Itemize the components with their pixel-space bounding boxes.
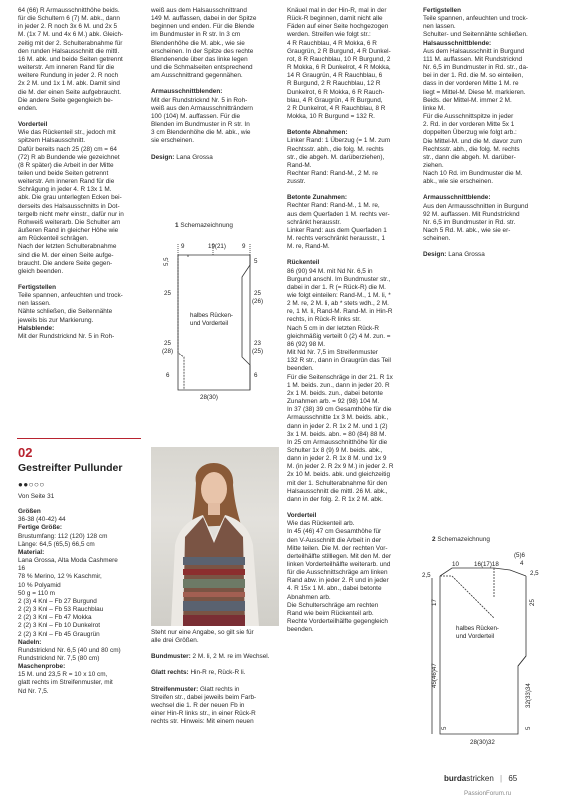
- rueckenteil-line: 2 M. re, 2 M. li, ab * stets wdh., 2 M.: [287, 300, 389, 308]
- text-column-4: [423, 7, 551, 268]
- col1-intro-line: enden.: [18, 104, 38, 112]
- abnahmen-line: Linker Rand: 1 Überzug (= 1 M. zum: [287, 137, 391, 145]
- groessen-text: 36-38 (40-42) 44: [18, 516, 66, 524]
- halsblende-text: Mit der Rundstricknd Nr. 5 in Roh-: [18, 332, 115, 340]
- maschenprobe-text: [18, 671, 140, 695]
- nadeln-heading: Nadeln:: [18, 638, 42, 646]
- d2-left-small: 5: [441, 726, 448, 730]
- halsblende-heading: Halsblende:: [18, 324, 55, 332]
- bund-label: Bundmuster:: [151, 653, 191, 661]
- fertigstellen-heading: Fertigstellen: [18, 284, 56, 291]
- rueckenteil-line: 2x 1 M. beids. zun., dabei betonte: [287, 389, 383, 397]
- hals-line: 2. Rd. in der vorderen Mitte 5x 1: [423, 121, 515, 129]
- d1-right3: 23: [254, 340, 261, 347]
- photo-caption: [151, 629, 279, 645]
- rueckenteil-line: 1 M. beids. zun., dann in jeder 20. R: [287, 381, 390, 389]
- d1-top3: 9: [242, 243, 246, 250]
- zunahmen-line: aus dem Querfaden 1 M. rechts ver-: [287, 210, 390, 218]
- col2-intro-line: Blendenende über das linke legen: [151, 55, 248, 63]
- fertige-heading: Fertige Größe:: [18, 524, 63, 532]
- vorderteil-line: gleich beenden.: [18, 267, 64, 275]
- d1-left3b: (28): [162, 348, 174, 355]
- vorderteil-line: Schrägung in jeder 4. R 13x 1 M.: [18, 186, 112, 194]
- vorderteil2-line: derteilhälfte stilllegen. Mit den M. der: [287, 552, 392, 560]
- schematic-diagram-2: [422, 548, 552, 748]
- fertig2-heading: Fertigstellen: [423, 7, 461, 14]
- rueckenteil-line: gleichmäßig verteilt 0 (2) 4 M. zun. =: [287, 332, 391, 340]
- rueckenteil-line: dabei in der 1. R (= Rück-R) die M.: [287, 283, 386, 291]
- col3-intro-line: R Mokka, 6 R Dunkelrot, 4 R Mokka,: [287, 64, 391, 72]
- bund-text: 2 M. li, 2 M. re im Wechsel.: [192, 653, 270, 661]
- arm-line: 100 (104) M. auffassen. Für die: [151, 112, 241, 120]
- col1-intro-line: weitere Rundung in jeder 2. R noch: [18, 72, 119, 80]
- vorderteil2-line: 4. R 15x 1 M. abn., dabei betonte: [287, 585, 382, 593]
- maschenprobe-line: glatt rechts im Streifenmuster, mit: [18, 679, 113, 687]
- hals-line: Aus dem Halsausschnitt in Burgund: [423, 47, 525, 55]
- rueckenteil-line: wie folgt einteilen: Rand-M., 1 M. li, *: [287, 292, 391, 299]
- rueckenteil-line: 86 (92) 98 M.: [287, 340, 326, 348]
- section-divider: [17, 438, 141, 439]
- hals-line: 111 M. auffassen. Mit Rundstricknd: [423, 55, 523, 63]
- vorderteil-line: tergelb nicht mehr einstr., dafür nur in: [18, 210, 124, 218]
- rueckenteil-heading: Rückenteil: [287, 259, 320, 267]
- hals-line: Nr. 6,5 im Bundmuster in Rd. str., da-: [423, 64, 529, 72]
- zunahmen-text: [287, 202, 415, 251]
- zunahmen-line: Linker Rand: aus dem Querfaden 1: [287, 226, 387, 234]
- product-details: [18, 493, 140, 696]
- rueckenteil-line: rechts, in Rück-R links str.: [287, 316, 361, 324]
- col3-intro-line: blau, 4 R Graugrün, 4 R Burgund,: [287, 96, 383, 104]
- rueckenteil-line: Nach 5 cm in der letzten Rück-R: [287, 324, 379, 332]
- hals-heading: Halsausschnittblende:: [423, 39, 492, 47]
- design2-credit: [423, 251, 551, 259]
- d2-top1: 10: [452, 561, 459, 568]
- vorderteil-line: (72) R ab Bundende wie gezeichnet: [18, 153, 120, 161]
- vorderteil2-line: Mitte teilen. Die M. der rechten Vor-: [287, 544, 388, 552]
- rueckenteil-line: Mit Nd Nr. 7,5 im Streifenmuster: [287, 349, 378, 357]
- material-line: 2 (2) 3 Knl – Fb 53 Rauchblau: [18, 606, 104, 614]
- d1-top2: 19(21): [208, 243, 226, 250]
- arm-line: Mit der Rundstricknd Nr. 5 in Roh-: [151, 96, 248, 104]
- vorderteil2-line: linken Vorderteilhälfte weiterarb. und: [287, 561, 391, 568]
- material-line: 78 % Merino, 12 % Kaschmir,: [18, 573, 102, 581]
- abnahmen-line: Rechtsstr. abh., die folg. M. rechts: [287, 145, 384, 153]
- col2-intro-line: und die Schmalseiten entsprechend: [151, 64, 253, 72]
- col2-intro-line: 149 M. auffassen, dabei in der Spitze: [151, 15, 257, 23]
- material-line: Lana Grossa, Alta Moda Cashmere: [18, 557, 118, 565]
- vorderteil-line: teilen und beide Seiten getrennt: [18, 169, 109, 177]
- hals-line: Beids. der Mittel-M. immer 2 M.: [423, 96, 512, 104]
- col1-intro-line: Die andere Seite gegengleich be-: [18, 96, 113, 104]
- material-line: 2 (2) 3 Knl – Fb 45 Graugrün: [18, 630, 100, 638]
- fertig2-line: Teile spannen, anfeuchten und trock-: [423, 15, 528, 23]
- rueckenteil-line: re, 1 M. li, Rand-M. Rand-M. in Hin-R: [287, 308, 393, 316]
- vorderteil2-line: Abnahmen arb.: [287, 593, 331, 601]
- glatt-label: Glatt rechts:: [151, 669, 189, 677]
- page-footer: burdastricken | 65: [444, 774, 518, 783]
- hals-line: abk., wie sie erscheinen.: [423, 178, 493, 186]
- diagram-1-title: [175, 222, 233, 229]
- product-photo: [151, 447, 279, 626]
- hals-line: ziehen.: [423, 161, 444, 169]
- rueckenteil-line: Zunahmen arb. = 92 (98) 104 M.: [287, 398, 380, 406]
- col3-intro-line: Rück-R beginnen, damit nicht alle: [287, 15, 383, 23]
- vorderteil-line: Wie das Rückenteil str., jedoch mit: [18, 129, 116, 137]
- col2-intro-line: erscheinen. In der Spitze des rechte: [151, 47, 254, 55]
- vorderteil-heading: Vorderteil: [18, 121, 48, 129]
- diagram-2-text: Schemazeichnung: [437, 536, 490, 543]
- col3-intro-line: Fäden auf einer Seite hochgezogen: [287, 23, 389, 31]
- difficulty-rating: ●●○○○: [18, 480, 45, 489]
- maschenprobe-heading: Maschenprobe:: [18, 663, 66, 671]
- design2-label: Design:: [423, 251, 447, 259]
- rueckenteil-line: Burgund anschl. Im Bundmuster str.,: [287, 275, 391, 283]
- col3-intro-line: 14 R Graugrün, 4 R Rauchblau, 6: [287, 72, 383, 80]
- caption-line: alle drei Größen.: [151, 637, 199, 645]
- material-line: 2 (2) 3 Knl – Fb 10 Dunkelrot: [18, 622, 101, 630]
- col3-intro-line: Graugrün, 2 R Burgund, 4 R Dunkel-: [287, 47, 391, 55]
- abnahmen-line: Rand-M.: [287, 161, 312, 169]
- col1-intro-line: zeitig mit der 2. Schulterabnahme für: [18, 39, 123, 47]
- col1-intro-line: 2x 2 M. und 1x 1 M. abk. Damit sind: [18, 80, 120, 88]
- vorderteil2-line: den V-Ausschnitt die Arbeit in der: [287, 536, 382, 544]
- vorderteil2-line: In 45 (46) 47 cm Gesamthöhe für: [287, 528, 382, 536]
- diagram-1-num: 1: [175, 222, 179, 229]
- rueckenteil-text: [287, 268, 415, 505]
- abnahmen-text: [287, 137, 415, 186]
- col1-intro-line: weiterstr. Am inneren Rand für die: [18, 64, 115, 72]
- rueckenteil-line: In 25 cm Armausschnitthöhe für die: [287, 438, 388, 446]
- col3-intro-line: Mokka, 10 R Burgund = 132 R.: [287, 113, 375, 121]
- fertigstellen-text: [18, 292, 140, 325]
- rueckenteil-line: dann in jeder 2. R 1x 8 M. und 1x 9: [287, 455, 387, 463]
- rueckenteil-line: Armausschnitte 1x 3 M. beids. abk.,: [287, 414, 389, 422]
- arm-line: weiß aus den Armausschnitträndern: [151, 104, 253, 112]
- rueckenteil-line: Schulter 1x 8 (9) 9 M. beids. abk.,: [287, 446, 383, 454]
- arm2-text: [423, 203, 551, 244]
- d1-left2: 25: [164, 290, 171, 297]
- vorderteil-line: Rohweiß weiterarb. Die Schulter am: [18, 218, 121, 226]
- footer-brand2: stricken: [466, 774, 494, 783]
- d2-left-corner: 2,5: [422, 572, 431, 579]
- col1-intro: [18, 7, 140, 113]
- col2-intro-line: Blendenhöhe die M. abk., wie sie: [151, 39, 245, 47]
- hals-line: str., dann die abgeh. M. darüber-: [423, 153, 516, 161]
- rueckenteil-line: M. (in jeder 2. R 2x 9 M.) in jeder 2. R: [287, 463, 394, 471]
- d2-right1: 25: [529, 599, 536, 606]
- footer-brand: burda: [444, 774, 467, 783]
- d1-right4: 6: [254, 372, 258, 379]
- d1-right2: 25: [254, 290, 261, 297]
- d2-top2: 16(17)18: [474, 561, 499, 568]
- design-credit: [151, 154, 279, 162]
- vorderteil2-line: Rechte Vorderteilhälfte gegengleich: [287, 618, 388, 626]
- arm-line: sie erscheinen.: [151, 137, 194, 145]
- design2-value: Lana Grossa: [448, 251, 485, 259]
- glatt-line: [151, 669, 279, 677]
- hals-line: bei in der 1. Rd. die M. so einteilen,: [423, 72, 524, 80]
- d1-right1: 5: [254, 258, 258, 265]
- vorderteil2-line: beenden.: [287, 626, 314, 634]
- hals-line: linke M.: [423, 104, 446, 112]
- nadeln-line: Rundstricknd Nr. 7,5 (80 cm): [18, 654, 100, 662]
- fertige-line: Brustumfang: 112 (120) 128 cm: [18, 532, 108, 540]
- arm2-line: scheinen.: [423, 235, 451, 243]
- abnahmen-line: zusstr.: [287, 178, 306, 186]
- d2-right3: 5: [525, 726, 532, 730]
- arm2-line: 92 M. auffassen. Mit Rundstricknd: [423, 210, 520, 218]
- vorderteil2-line: Wie das Rückenteil arb.: [287, 520, 355, 528]
- rueckenteil-line: beenden.: [287, 365, 314, 373]
- vorderteil2-line: Rand abw. in jeder 2. R und in jeder: [287, 577, 389, 585]
- material-text: [18, 557, 140, 639]
- vorderteil-line: braucht. Die andere Seite gegen-: [18, 259, 113, 267]
- vorderteil-line: am Rückenteil schrägen.: [18, 235, 89, 243]
- glatt-text: Hin-R re, Rück-R li.: [190, 669, 246, 677]
- zunahmen-heading: Betonte Zunahmen:: [287, 194, 347, 202]
- hals-line: dass in der vorderen Mitte 1 M. re: [423, 80, 519, 88]
- hals-line: Rechtsstr. abh., die folg. M. rechts: [423, 145, 520, 153]
- abnahmen-line: str., die abgeh. M. darüberziehen),: [287, 153, 385, 161]
- nadeln-line: Rundstricknd Nr. 6,5 (40 und 80 cm): [18, 646, 121, 654]
- d1-center2: und Vorderteil: [190, 320, 229, 327]
- watermark: PassionForum.ru: [464, 790, 512, 797]
- schematic-diagram-1: [158, 235, 278, 415]
- rueckenteil-line: 3x 1 M. beids. abn. = 80 (84) 88 M.: [287, 430, 387, 438]
- fertige-line: Länge: 64,5 (65,5) 66,5 cm: [18, 540, 95, 548]
- d1-right3b: (25): [252, 348, 264, 355]
- fertigstellen-line: jeweils bis zur Markierung.: [18, 316, 94, 324]
- fertig2-line: Schulter- und Seitennähte schließen.: [423, 31, 528, 39]
- fertigstellen-line: Nähte schließen, die Seitennähte: [18, 308, 113, 316]
- vorderteil-text: [18, 129, 140, 276]
- abnahmen-heading: Betonte Abnahmen:: [287, 129, 348, 137]
- vorderteil-line: Nach der letzten Schulterabnahme: [18, 243, 117, 251]
- vorderteil-line: spitzem Halsausschnitt.: [18, 137, 86, 145]
- d1-left4: 6: [166, 372, 170, 379]
- rueckenteil-line: 132 R str., dann in Graugrün das Teil: [287, 357, 391, 365]
- d1-right2b: (26): [252, 298, 264, 305]
- photo-caption-block: [151, 629, 279, 734]
- arm-line: Blenden im Bundmuster in R str. In: [151, 121, 250, 129]
- fertige-text: [18, 533, 140, 549]
- hals-line: doppelten Überzug wie folgt arb.:: [423, 129, 517, 137]
- col3-intro-line: R Burgund, 2 R Rauchblau, 12 R: [287, 80, 381, 88]
- col1-intro-line: für die Schultern 6 (7) M. abk., dann: [18, 15, 120, 23]
- design-value: Lana Grossa: [176, 153, 213, 161]
- col3-intro-line: Knäuel mal in der Hin-R, mal in der: [287, 7, 387, 14]
- zunahmen-line: schränkt herausstr.: [287, 218, 341, 226]
- material-line: 10 % Polyamid: [18, 581, 61, 589]
- col1-intro-line: die M. der einen Seite aufgebraucht.: [18, 88, 122, 96]
- d1-top1: 9: [181, 243, 185, 250]
- vorderteil-line: sind die M. der einen Seite aufge-: [18, 251, 114, 259]
- material-line: 2 (2) 3 Knl – Fb 47 Mokka: [18, 614, 92, 622]
- streifen-text: Glatt rechts in Streifen str., dabei jeweils beim Farb- wechsel die 1. R der neuen Fb in einer Hin-R links str., in einer Rück-R rechts str. Hinweis: Mit einem neuen: [151, 685, 257, 726]
- material-line: 2 (3) 4 Knl – Fb 27 Burgund: [18, 597, 97, 605]
- abnahmen-line: Rechter Rand: Rand-M., 2 M. re: [287, 169, 378, 177]
- arm2-heading: Armausschnittblende:: [423, 194, 491, 202]
- vorderteil2-line: Die Schulterschräge am rechten: [287, 601, 379, 609]
- col3-intro: [287, 7, 415, 121]
- text-column-1: [18, 7, 140, 341]
- arm-heading: Armausschnittblenden:: [151, 88, 223, 96]
- rueckenteil-line: 2x 10 M. beids. abk. und gleichzeitig: [287, 471, 391, 479]
- rueckenteil-line: dann in jeder 2. R 1x 2 M. und 1 (2): [287, 422, 388, 430]
- col3-intro-line: werden. Streifen wie folgt str.:: [287, 31, 371, 39]
- streifen-label: Streifenmuster:: [151, 685, 199, 693]
- hals-line: Die Mittel-M. und die M. davor zum: [423, 137, 523, 145]
- rueckenteil-line: In 37 (38) 39 cm Gesamthöhe für die: [287, 406, 392, 414]
- vorderteil-line: abk. Die grau unterlegten Ecken bei-: [18, 194, 122, 202]
- text-column-2: [151, 7, 279, 170]
- caption-line: Steht nur eine Angabe, so gilt sie für: [151, 629, 254, 636]
- rueckenteil-line: dann in der folg. 2. R 1x 2 M. abk.: [287, 495, 383, 503]
- woman-in-vest-illustration: [151, 447, 279, 626]
- product-number: 02: [18, 445, 33, 460]
- diagram-1-text: Schemazeichnung: [180, 222, 233, 229]
- col3-intro-line: rot, 8 R Rauchblau, 10 R Burgund, 2: [287, 55, 391, 63]
- rueckenteil-line: Halsausschnitt die mittl. 26 M. abk.,: [287, 487, 388, 495]
- hals-line: Für die Ausschnittspitze in jeder: [423, 113, 514, 121]
- col1-intro-line: den runden Halsausschnitt die mittl.: [18, 47, 120, 55]
- arm-line: 3 cm Blendenhöhe die M. abk., wie: [151, 129, 251, 137]
- material-line: 50 g = 110 m: [18, 589, 56, 597]
- arm2-line: Nach 5 Rd. M. abk., wie sie er-: [423, 227, 511, 235]
- arm-text: [151, 97, 279, 146]
- d2-center2: und Vorderteil: [456, 633, 495, 640]
- vorderteil-line: (8 R später) die Arbeit in der Mitte: [18, 161, 114, 169]
- see-page: Von Seite 31: [18, 493, 55, 500]
- product-title: Gestreifter Pullunder: [18, 462, 123, 474]
- d2-left-big: 45(46)47: [431, 663, 438, 688]
- d1-left3: 25: [164, 340, 171, 347]
- col2-intro-line: beginnen und enden. Für die Blende: [151, 23, 255, 31]
- rueckenteil-line: Für die Seitenschräge in der 21. R 1x: [287, 373, 393, 381]
- maschenprobe-line: Nd Nr. 7,5.: [18, 687, 49, 695]
- col1-intro-line: 16 M. abk. und beide Seiten getrennt: [18, 55, 123, 63]
- fertigstellen-line: nen lassen.: [18, 300, 51, 308]
- material-line: 16: [18, 565, 26, 573]
- col1-intro-line: in jeder 2. R noch 3x 6 M. und 2x 5: [18, 23, 118, 31]
- fertig2-text: [423, 15, 551, 39]
- col2-intro-line: am Ausschnittrand gegennähen.: [151, 72, 243, 80]
- hals-text: [423, 48, 551, 187]
- d1-left1: 5,5: [163, 257, 170, 266]
- diagram-2-num: 2: [432, 536, 436, 543]
- col3-intro-line: 4 R Rauchblau, 4 R Mokka, 6 R: [287, 39, 377, 47]
- groessen-heading: Größen: [18, 508, 41, 516]
- col2-intro-line: weiß aus dem Halsausschnittrand: [151, 7, 247, 14]
- zunahmen-line: M. rechts verschränkt herausstr., 1: [287, 235, 386, 243]
- diagram-2-outline: [440, 576, 526, 734]
- arm2-line: Aus den Armausschnitten in Burgund: [423, 202, 529, 210]
- d2-top3b: 4: [520, 560, 524, 567]
- hals-line: liegt = Mittel-M. Diese M. markieren.: [423, 88, 526, 96]
- col2-intro: [151, 7, 279, 80]
- vorderteil2-line: Rand wie beim Rückenteil arb.: [287, 609, 374, 617]
- vorderteil-line: äußeren Rand in gleicher Höhe wie: [18, 227, 119, 235]
- zunahmen-line: M. re, Rand-M.: [287, 243, 330, 251]
- design-label: Design:: [151, 153, 175, 161]
- vorderteil-line: weiterstr. Am inneren Rand für die: [18, 178, 115, 186]
- vorderteil2-heading: Vorderteil: [287, 512, 317, 520]
- fertig2-line: nen lassen.: [423, 23, 456, 31]
- vorderteil2-line: für die Ausschnittschräge am linken: [287, 569, 388, 577]
- vorderteil-line: Dafür bereits nach 25 (28) cm = 64: [18, 145, 117, 153]
- d2-right2: 32(33)34: [525, 683, 532, 708]
- fertigstellen-line: Teile spannen, anfeuchten und trock-: [18, 292, 123, 300]
- d2-left1: 17: [431, 599, 438, 606]
- vorderteil2-text: [287, 520, 415, 634]
- col3-intro-line: 2 R Dunkelrot, 4 R Rauchblau, 8 R: [287, 104, 386, 112]
- hals-line: Nach 10 Rd. im Bundmuster die M.: [423, 170, 523, 178]
- d2-top3: (5)6: [514, 552, 526, 559]
- d1-center1: halbes Rücken-: [190, 312, 233, 319]
- page-number: 65: [508, 774, 518, 783]
- col3-intro-line: Dunkelrot, 6 R Mokka, 6 R Rauch-: [287, 88, 385, 96]
- rueckenteil-line: mit der 1. Schulterabnahme für den: [287, 479, 388, 487]
- d2-right-corner: 2,5: [530, 570, 539, 577]
- d2-bottom: 28(30)32: [470, 739, 495, 746]
- maschenprobe-line: 15 M. und 23,5 R = 10 x 10 cm,: [18, 671, 108, 679]
- col2-intro-line: im Bundmuster in R str. In 3 cm: [151, 31, 241, 39]
- text-column-3: [287, 7, 415, 642]
- bundmuster-line: [151, 653, 279, 661]
- nadeln-text: [18, 647, 140, 663]
- col1-intro-line: M. (1x 7 M. und 4x 6 M.) abk. Gleich-: [18, 31, 124, 39]
- arm2-line: Nr. 6,5 im Bundmuster in Rd. str.: [423, 218, 516, 226]
- d2-center1: halbes Rücken-: [456, 625, 499, 632]
- rueckenteil-line: 86 (90) 94 M. mit Nd Nr. 6,5 in: [287, 267, 373, 275]
- vorderteil-line: derseits des Halsausschnitts in Dot-: [18, 202, 120, 210]
- material-heading: Material:: [18, 548, 45, 556]
- col1-intro-line: 64 (66) R Armausschnitthöhe beids.: [18, 7, 120, 14]
- d1-bottom: 28(30): [200, 394, 218, 401]
- zunahmen-line: Rechter Rand: Rand-M., 1 M. re,: [287, 202, 380, 210]
- streifen-block: [151, 686, 279, 727]
